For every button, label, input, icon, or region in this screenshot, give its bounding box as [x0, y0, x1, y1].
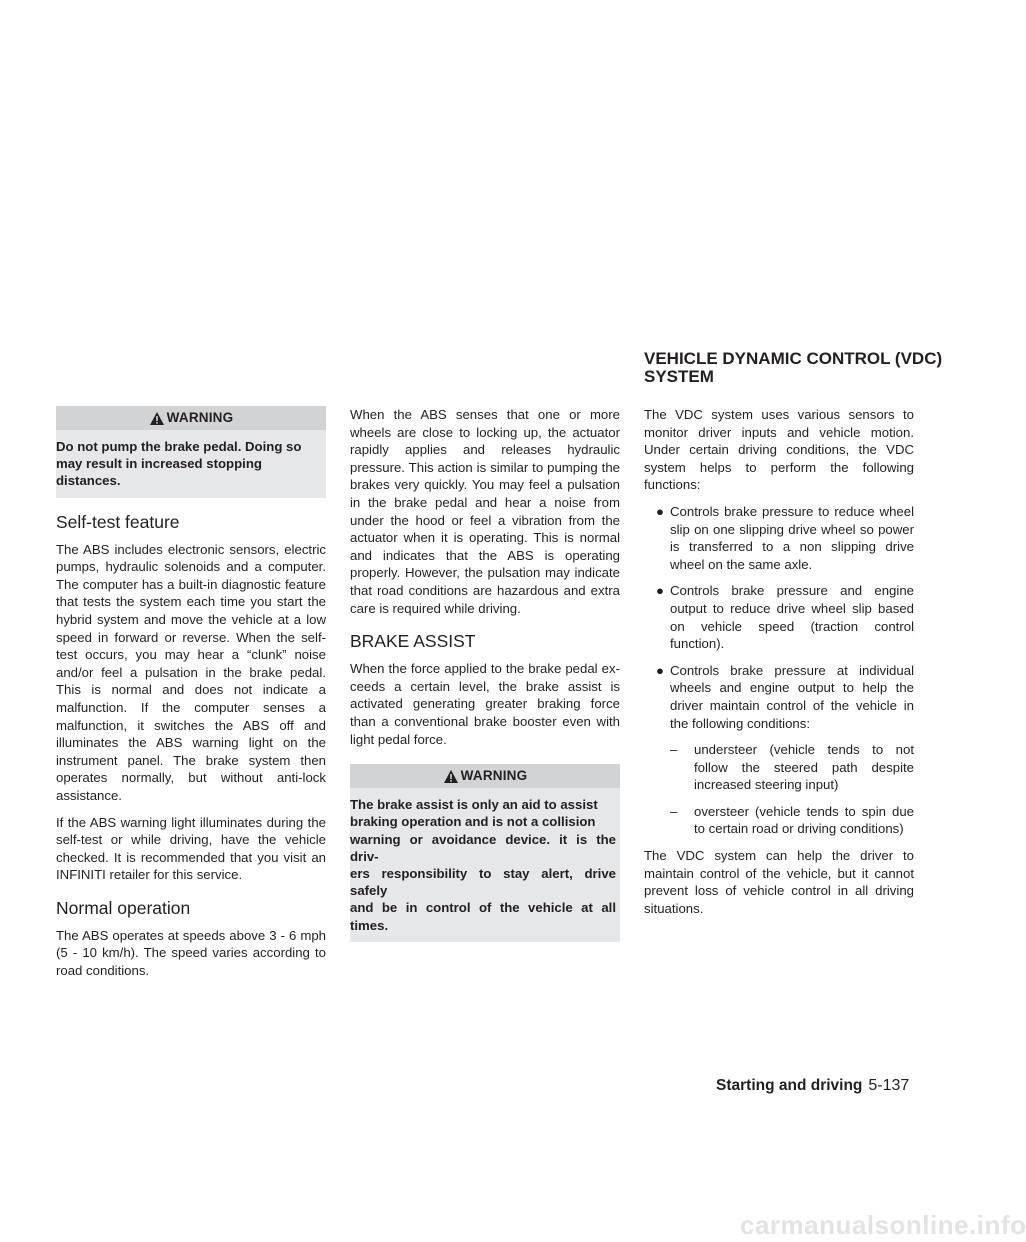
column-2	[350, 406, 620, 942]
abs-paragraph: When the ABS senses that one or more wheels are close to locking up, the actuator rapidly applies and releases hydraulic pressure. This action is similar to pumping the brakes very quickly. You may feel a pulsation in the brake pedal and hear a noise from under the hood or feel a vibration from the actuator when it is operating. This is normal and indicates that the ABS is operating properly. However, the pulsation may indicate that road conditions are hazardous and extra care is required while driving.	[350, 407, 620, 616]
warning-header-2: WARNING	[350, 764, 620, 788]
page-number: 5-137	[868, 1077, 910, 1094]
brake-assist-heading: BRAKE ASSIST	[350, 631, 476, 652]
list-item: ● Controls brake pressure to reduce wheel slip on one slipping drive wheel so power is transferred to a non slipping drive wheel on the same axle.	[656, 503, 914, 572]
list-item: ● Controls brake pressure and engine output to reduce drive wheel slip based on vehicle speed (traction control function).	[656, 583, 914, 652]
bullet-icon: ●	[656, 503, 664, 519]
warning-box-2	[350, 764, 620, 942]
list-item: – oversteer (vehicle tends to spin due to certain road or driving conditions)	[670, 803, 914, 837]
watermark: carmanualsonline.info	[740, 1210, 1026, 1240]
self-test-heading: Self-test feature	[56, 511, 180, 532]
dash-icon: –	[670, 803, 678, 819]
warning-triangle-icon	[149, 411, 165, 426]
list-item: ● Controls brake pressure at individual wheels and engine output to help the driver maintain control of the vehicle in the following conditions: – understeer (vehicle tends to not follow the steered path despite increased steering input) – oversteer (vehicle tends to spin due to certain road or driving conditions)	[656, 662, 914, 837]
normal-operation-paragraph: The ABS operates at speeds above 3 - 6 mph (5 - 10 km/h). The speed varies according to road conditions.	[56, 927, 326, 979]
page-footer	[716, 1077, 909, 1095]
vdc-closing-paragraph: The VDC system can help the driver to maintain control of the vehicle, but it cannot prevent loss of vehicle control in all driving situations.	[644, 848, 914, 916]
vdc-intro-paragraph: The VDC system uses various sensors to monitor driver inputs and vehicle motion. Under certain driving conditions, the VDC system helps to perform the following functions:	[644, 407, 914, 493]
condition-list	[670, 741, 914, 838]
brake-assist-paragraph: When the force applied to the brake pedal exceeds a certain level, the brake assist is activated generating greater braking force than a conventional brake booster even with light pedal force.	[350, 661, 620, 747]
dash-icon: –	[670, 742, 678, 758]
list-item: – understeer (vehicle tends to not follow the steered path despite increased steering input)	[670, 742, 914, 793]
bullet-icon: ●	[656, 583, 664, 599]
warning-text: Do not pump the brake pedal. Doing so may result in increased stopping distances.	[56, 430, 326, 498]
column-3	[644, 406, 914, 926]
section-heading: VEHICLE DYNAMIC CONTROL (VDC) SYSTEM	[644, 349, 943, 386]
self-test-paragraph: The ABS includes electronic sensors, electric pumps, hydraulic solenoids and a computer. The computer has a built-in diagnostic feature that tests the system each time you start the hybrid system and move the vehicle at a low speed in forward or reverse. When the self-test occurs, you may hear a “clunk” noise and/or feel a pulsation in the brake pedal. This is normal and does not indicate a malfunction. If the computer senses a malfunction, it switches the ABS off and illuminates the ABS warning light on the instrument panel. The brake system then operates normally, but without anti-lock assistance.	[56, 541, 326, 803]
normal-operation-heading: Normal operation	[56, 897, 191, 918]
warning-box	[56, 406, 326, 498]
column-1	[56, 406, 326, 989]
footer-section-title: Starting and driving	[716, 1077, 863, 1094]
warning-header: WARNING	[56, 406, 326, 430]
vdc-function-list	[644, 503, 914, 838]
warning-text-2: The brake assist is only an aid to assist braking operation and is not a collision warning or avoidance device. it is the driv- ers responsibility to stay alert, drive safely and be in control of the vehicle at all times.	[350, 788, 620, 942]
warning-triangle-icon	[443, 769, 459, 784]
bullet-icon: ●	[656, 662, 664, 678]
self-test-paragraph-2: If the ABS warning light illuminates during the self-test or while driving, have the vehicle checked. It is recommended that you visit an INFINITI retailer for this service.	[56, 814, 326, 883]
